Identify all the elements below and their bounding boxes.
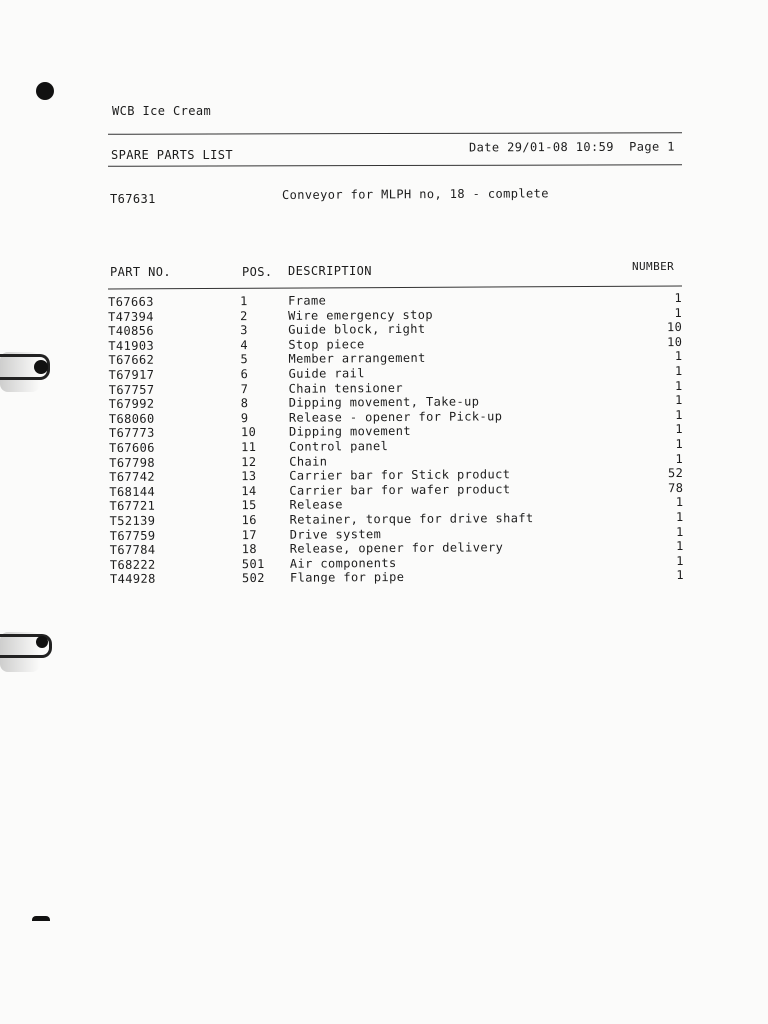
assembly-description: Conveyor for MLPH no, 18 - complete [281, 186, 549, 202]
report-date [469, 140, 675, 155]
description-cell: Release, opener for delivery [289, 540, 504, 556]
position-cell: 13 [241, 469, 257, 484]
description-cell: Release [289, 497, 343, 513]
part-number-cell: T67784 [109, 542, 156, 558]
quantity-cell: 1 [676, 553, 684, 568]
part-number-cell: T67606 [109, 440, 155, 455]
position-cell: 501 [241, 556, 265, 571]
description-cell: Frame [287, 293, 327, 308]
quantity-cell: 1 [674, 290, 683, 306]
description-cell: Air components [289, 555, 397, 571]
part-number-cell: T67773 [108, 426, 155, 441]
description-cell: Wire emergency stop [288, 307, 434, 323]
quantity-cell: 1 [674, 363, 683, 379]
part-number-cell: T68144 [109, 484, 156, 499]
assembly-part-number: T67631 [110, 192, 156, 206]
quantity-cell: 1 [676, 539, 684, 554]
table-row [110, 568, 684, 587]
description-cell: Stop piece [288, 337, 365, 352]
quantity-cell: 1 [674, 305, 683, 320]
position-cell: 6 [240, 367, 249, 382]
part-number-cell: T47394 [108, 309, 154, 324]
description-cell: Carrier bar for Stick product [289, 467, 511, 483]
position-cell: 5 [240, 352, 249, 367]
position-cell: 8 [240, 396, 249, 411]
part-number-cell: T67798 [109, 455, 155, 470]
quantity-cell: 52 [667, 466, 684, 481]
position-cell: 1 [239, 294, 248, 309]
binder-hole-bottom [32, 916, 50, 921]
position-cell: 12 [241, 454, 257, 469]
description-cell: Member arrangement [288, 351, 426, 367]
binder-hole-lower [36, 636, 48, 648]
column-header-description: DESCRIPTION [288, 264, 372, 278]
company-name: WCB Ice Cream [112, 104, 212, 118]
description-cell: Flange for pipe [289, 570, 405, 586]
parts-table [108, 291, 684, 595]
part-number-cell: T68222 [109, 557, 156, 572]
date-value: 29/01-08 10:59 [507, 139, 614, 155]
quantity-cell: 1 [675, 422, 684, 437]
part-number-cell: T67759 [109, 528, 156, 543]
quantity-cell: 1 [675, 524, 684, 539]
header-rule-top [108, 132, 682, 135]
position-cell: 15 [241, 498, 257, 513]
table-header-rule [108, 285, 682, 289]
quantity-cell: 1 [674, 349, 683, 364]
description-cell: Carrier bar for wafer product [289, 481, 511, 498]
position-cell: 14 [241, 483, 257, 498]
quantity-cell: 78 [668, 480, 684, 495]
part-number-cell: T67662 [108, 353, 155, 368]
description-cell: Dipping movement [288, 424, 412, 440]
part-number-cell: T40856 [108, 323, 155, 339]
description-cell: Chain [289, 454, 328, 469]
quantity-cell: 1 [675, 407, 683, 422]
report-title: SPARE PARTS LIST [111, 148, 233, 162]
description-cell: Dipping movement, Take-up [288, 394, 480, 410]
quantity-cell: 1 [675, 495, 684, 510]
position-cell: 17 [241, 527, 257, 542]
description-cell: Guide block, right [288, 321, 426, 337]
position-cell: 11 [241, 439, 257, 455]
part-number-cell: T67757 [108, 382, 155, 397]
header-rule-bottom [108, 164, 682, 167]
date-label: Date [468, 140, 500, 155]
part-number-cell: T67992 [108, 396, 155, 412]
position-cell: 7 [240, 381, 249, 396]
part-number-cell: T52139 [109, 513, 156, 528]
part-number-cell: T67721 [109, 499, 156, 514]
column-header-part-no: PART NO. [110, 265, 171, 279]
position-cell: 10 [240, 425, 257, 440]
part-number-cell: T67742 [109, 469, 156, 485]
part-number-cell: T44928 [109, 572, 156, 587]
page-number: 1 [667, 139, 675, 154]
quantity-cell: 1 [675, 509, 684, 525]
position-cell: 3 [240, 323, 248, 338]
quantity-cell: 1 [675, 451, 684, 466]
position-cell: 2 [240, 308, 248, 323]
description-cell: Retainer, torque for drive shaft [289, 511, 534, 527]
binder-hole-upper [34, 360, 48, 374]
description-cell: Release - opener for Pick-up [288, 409, 503, 425]
quantity-cell: 1 [674, 378, 683, 393]
position-cell: 16 [241, 512, 257, 528]
part-number-cell: T68060 [108, 411, 155, 426]
page-label: Page [629, 139, 660, 154]
quantity-cell: 10 [666, 320, 683, 335]
description-cell: Control panel [289, 439, 389, 454]
description-cell: Guide rail [288, 366, 365, 381]
quantity-cell: 10 [667, 334, 683, 349]
quantity-cell: 1 [676, 568, 685, 583]
column-header-number: NUMBER [632, 260, 675, 273]
position-cell: 502 [241, 571, 265, 586]
position-cell: 4 [240, 337, 249, 352]
position-cell: 9 [240, 410, 249, 425]
part-number-cell: T67663 [108, 294, 154, 309]
part-number-cell: T41903 [108, 338, 155, 353]
quantity-cell: 1 [675, 393, 683, 408]
description-cell: Drive system [289, 526, 382, 542]
quantity-cell: 1 [675, 436, 684, 452]
part-number-cell: T67917 [108, 367, 155, 382]
column-header-pos: POS. [242, 265, 273, 279]
position-cell: 18 [241, 542, 258, 557]
description-cell: Chain tensioner [288, 380, 404, 396]
binder-hole-top [36, 82, 54, 100]
